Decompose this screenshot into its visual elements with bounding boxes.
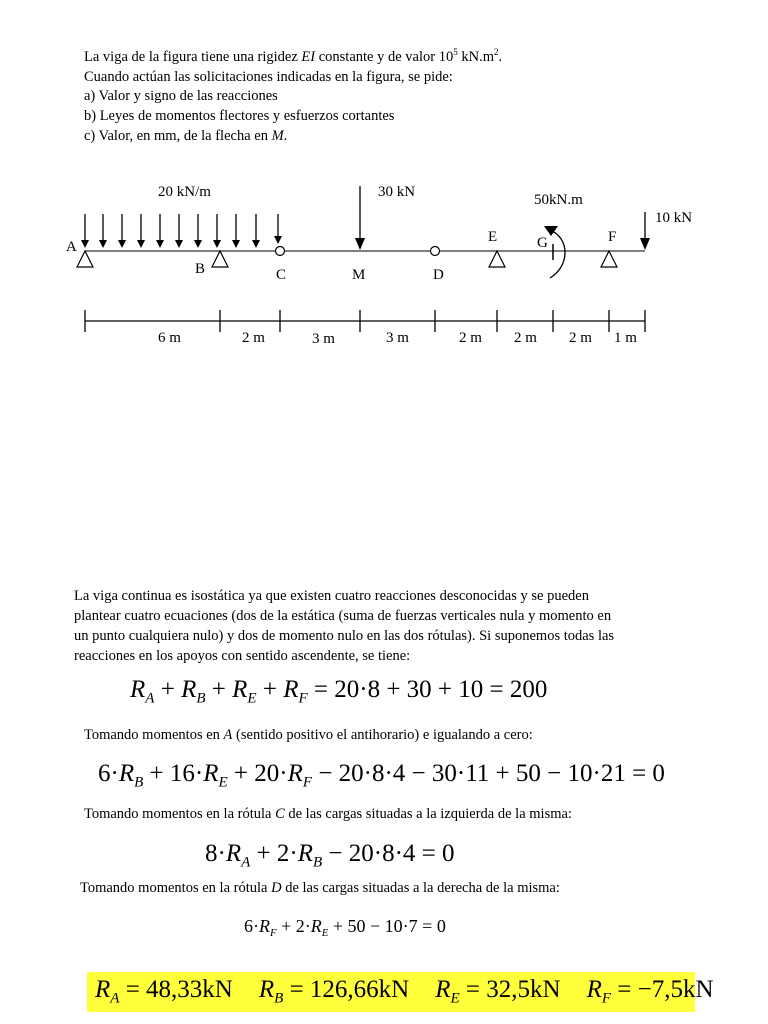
statement-line-4: b) Leyes de momentos flectores y esfuerzos cortantes: [84, 108, 395, 125]
support-e: [489, 251, 505, 267]
equation-equilibrium: $R_A + R_B + R_E + R_F = 20\cdot 8 + 30 + 10 = 200$: [130, 676, 548, 707]
paragraph-line: reacciones en los apoyos con sentido ascendente, se tiene:: [74, 648, 411, 664]
label-g: G: [537, 235, 548, 251]
hinge-d: [431, 247, 440, 256]
support-b: [212, 251, 228, 267]
statement-line-1: La viga de la figura tiene una rigidez EI constante y de valor $10^5$ $kN.m^2$.: [84, 47, 503, 65]
label-f: F: [608, 229, 617, 245]
span-label-2: 2 m: [242, 330, 265, 346]
end-load-label: 10 kN: [655, 210, 693, 226]
point-load-arrow: [355, 186, 365, 250]
distributed-load-label: 20 kN/m: [158, 184, 211, 200]
solution-paragraph: [74, 586, 694, 666]
label-a: A: [66, 239, 77, 255]
dimension-line: [85, 310, 645, 332]
results-box: [87, 972, 714, 1012]
span-label-4: 3 m: [386, 330, 409, 346]
label-c: C: [276, 267, 287, 283]
moment-label: 50kN.m: [534, 192, 583, 208]
distributed-load-arrows: [81, 214, 282, 248]
note-moments-a: Tomando momentos en A (sentido positivo el antihorario) e igualando a cero:: [84, 727, 533, 743]
result-rb: $R_B = 126,66kN$: [258, 976, 410, 1007]
label-e: E: [488, 229, 498, 245]
span-label-3: 3 m: [312, 331, 335, 347]
equation-hinge-c: $8\cdot R_A + 2\cdot R_B - 20\cdot 8\cdot 4 = 0$: [205, 840, 455, 871]
statement-line-3: a) Valor y signo de las reacciones: [84, 88, 278, 105]
hinge-c: [276, 247, 285, 256]
span-label-5: 2 m: [459, 330, 482, 346]
result-rf: $R_F = -7,5kN$: [586, 976, 714, 1007]
paragraph-line: plantear cuatro ecuaciones (dos de la estática (suma de fuerzas verticales nula y momento en: [74, 608, 612, 624]
span-label-8: 1 m: [614, 330, 637, 346]
span-label-1: 6 m: [158, 330, 181, 346]
equation-moment-a: $6\cdot R_B + 16\cdot R_E + 20\cdot R_F - 20\cdot 8\cdot 4 - 30\cdot 11 + 50 - 10\cdot 21 = 0$: [98, 760, 665, 791]
span-label-6: 2 m: [514, 330, 537, 346]
equation-hinge-d: $6\cdot R_F + 2\cdot R_E + 50 - 10\cdot 7 = 0$: [244, 916, 446, 939]
label-b: B: [195, 261, 206, 277]
support-f: [601, 251, 617, 267]
statement-line-2: Cuando actúan las solicitaciones indicadas en la figura, se pide:: [84, 68, 453, 85]
result-re: $R_E = 32,5kN$: [435, 976, 561, 1007]
beam-diagram: [0, 170, 768, 360]
result-ra: $R_A = 48,33kN$: [95, 976, 233, 1007]
support-a: [77, 251, 93, 267]
note-hinge-d: Tomando momentos en la rótula D de las cargas situadas a la derecha de la misma:: [80, 880, 560, 896]
end-load-arrow: [640, 212, 650, 250]
problem-statement: [84, 48, 502, 147]
label-d: D: [433, 267, 444, 283]
label-m: M: [352, 267, 366, 283]
point-load-label: 30 kN: [378, 184, 416, 200]
statement-line-5: c) Valor, en mm, de la flecha en M.: [84, 127, 288, 144]
note-hinge-c: Tomando momentos en la rótula C de las cargas situadas a la izquierda de la misma:: [84, 806, 572, 822]
paragraph-line: La viga continua es isostática ya que existen cuatro reacciones desconocidas y se pueden: [74, 588, 589, 604]
span-label-7: 2 m: [569, 330, 592, 346]
paragraph-line: un punto cualquiera nulo) y dos de momento nulo en las dos rótulas). Si suponemos todas las: [74, 628, 615, 644]
moment-arc: [544, 226, 565, 278]
